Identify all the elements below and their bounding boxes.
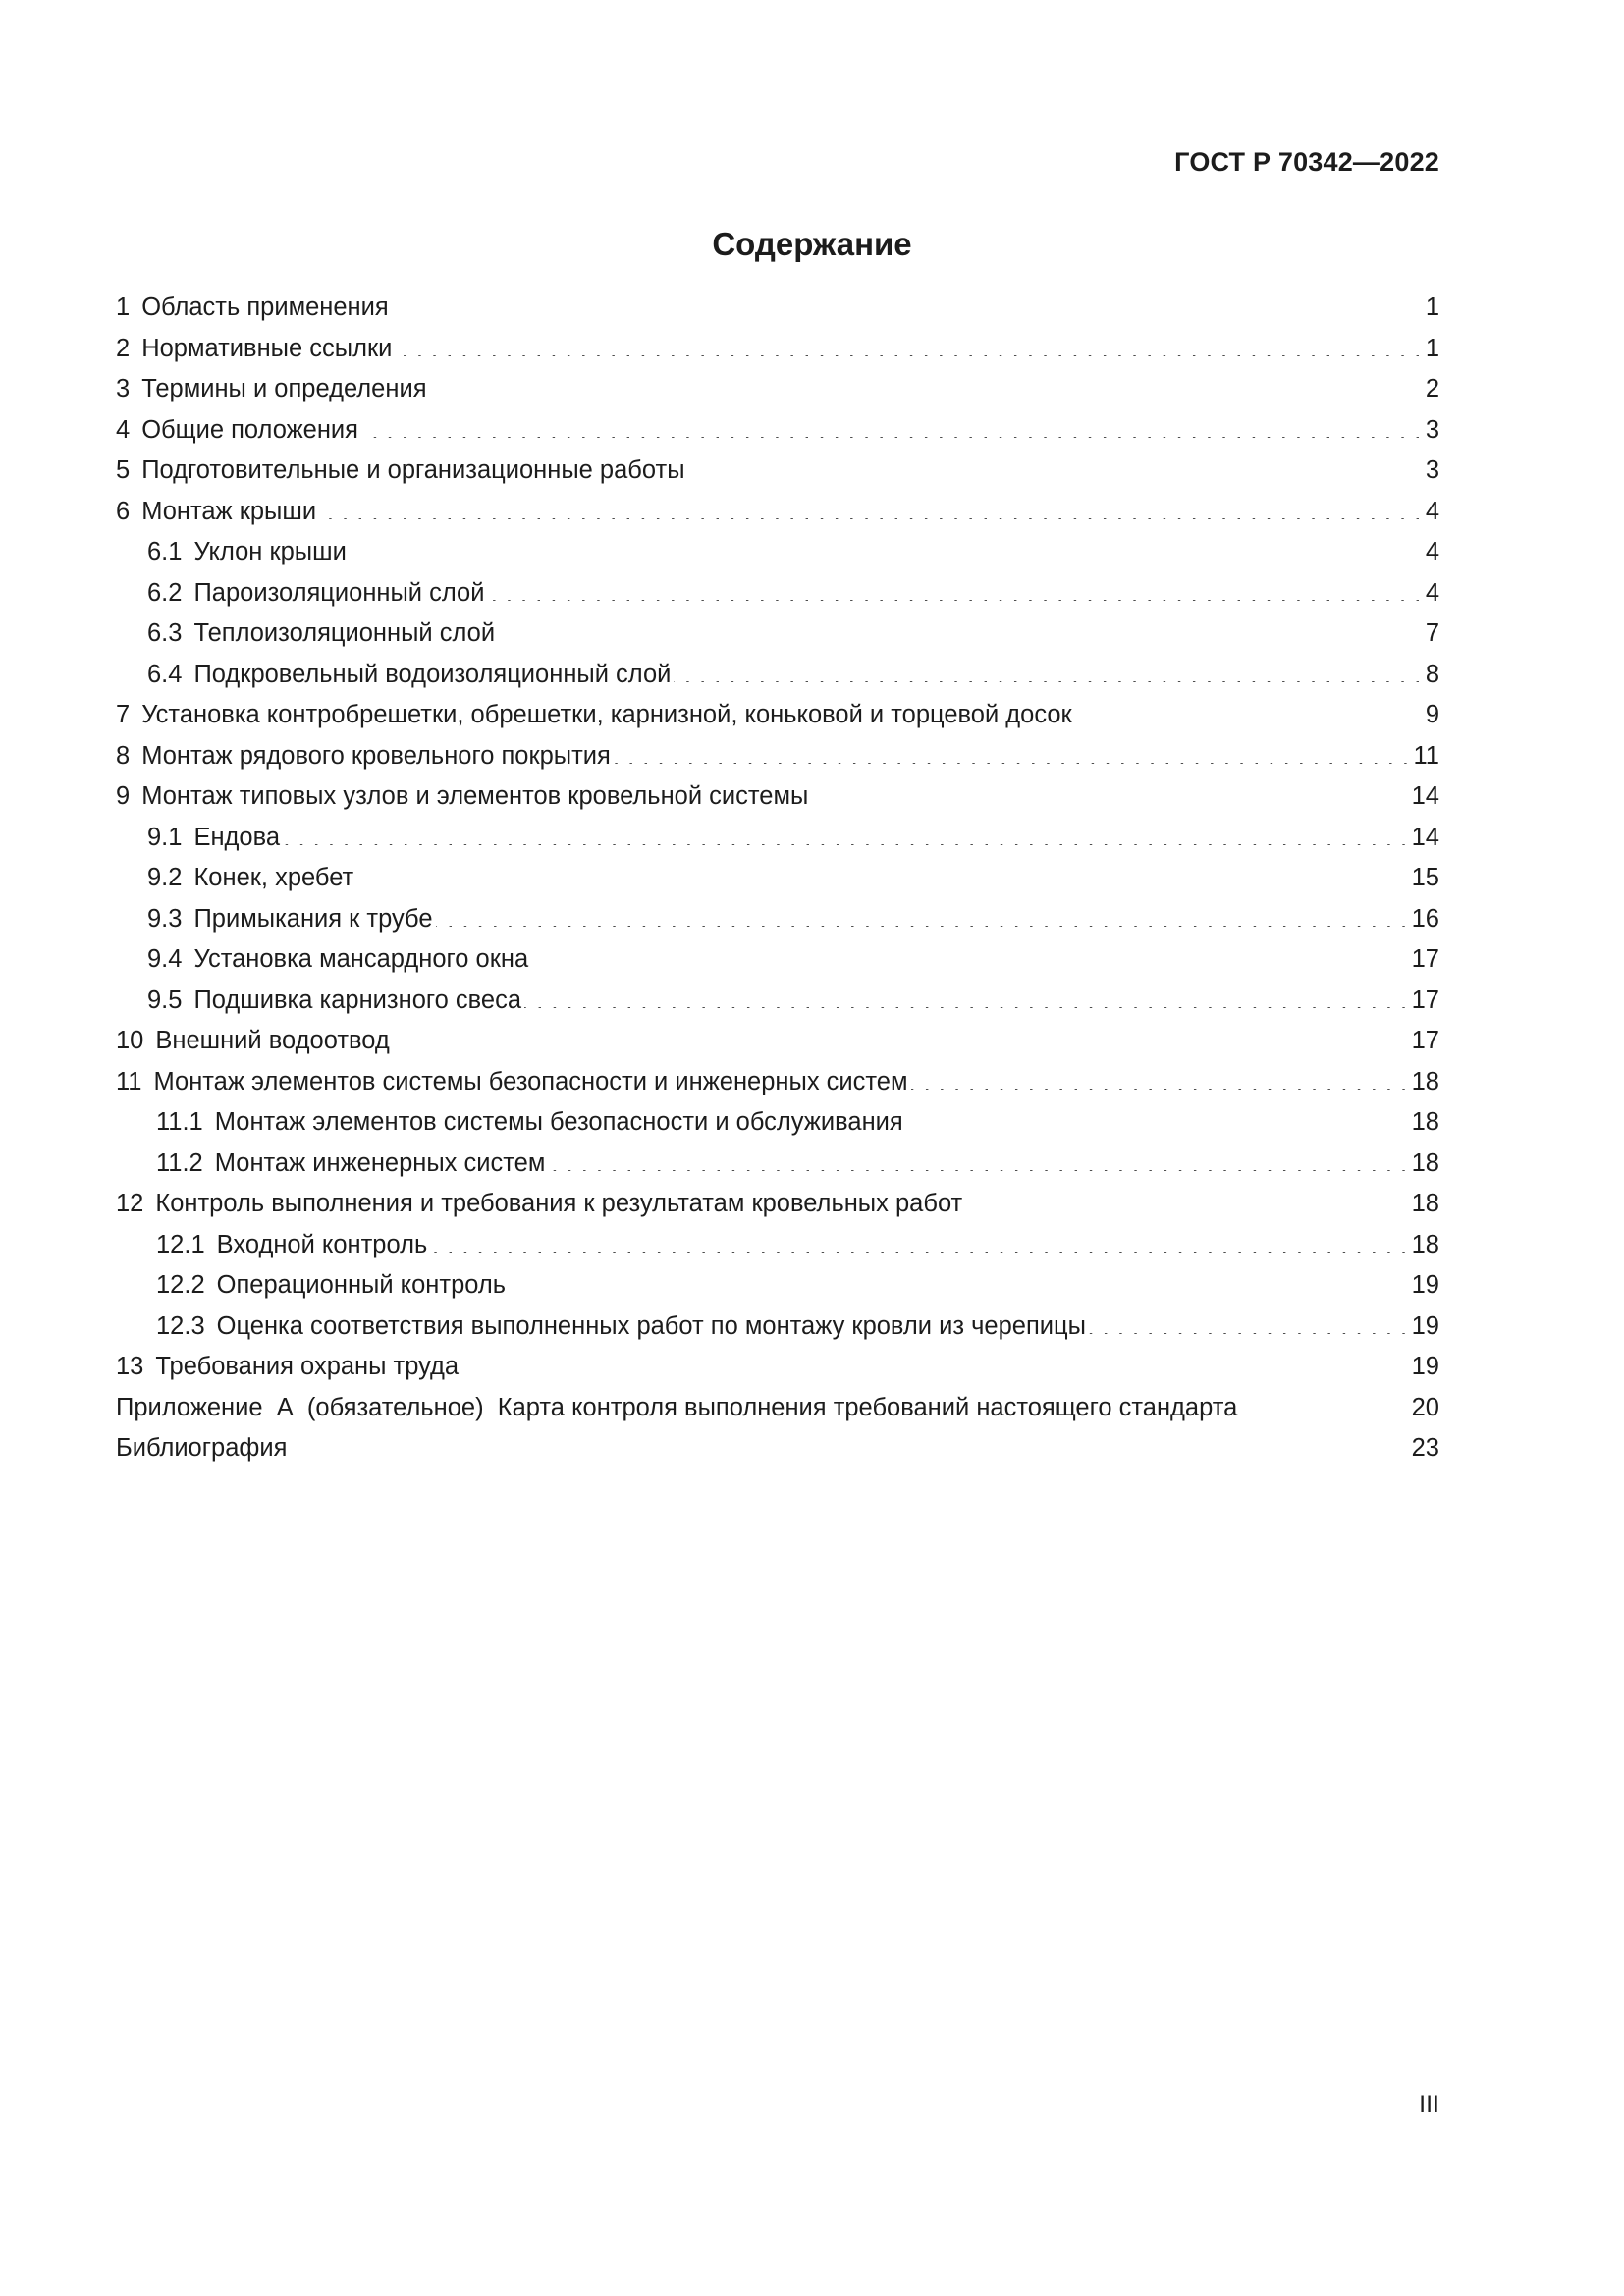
toc-entry[interactable] [116, 492, 1439, 533]
toc-entry-page: 9 [1425, 701, 1439, 728]
toc-entry-number: 1 [116, 294, 131, 321]
toc-entry-page: 18 [1411, 1230, 1439, 1258]
toc-entry[interactable] [116, 899, 1439, 940]
toc-entry-label: Теплоизоляционный слой [193, 619, 496, 647]
page-number: III [1419, 2091, 1439, 2118]
toc-entry[interactable] [116, 1184, 1439, 1225]
toc-entry[interactable] [116, 655, 1439, 696]
toc-entry-page: 16 [1411, 904, 1439, 933]
toc-dot-leader [811, 779, 1407, 805]
toc-dot-leader [509, 1268, 1408, 1294]
toc-entry[interactable] [116, 818, 1439, 859]
toc-entry[interactable] [116, 451, 1439, 492]
toc-dot-leader [911, 1064, 1408, 1090]
toc-entry-label: Внешний водоотвод [155, 1027, 390, 1054]
toc-entry-label: Операционный контроль [216, 1271, 507, 1299]
toc-entry-number: 12.3 [156, 1311, 205, 1340]
toc-entry-label: Входной контроль [216, 1230, 428, 1258]
toc-entry-label: Установка мансардного окна [193, 945, 529, 973]
toc-entry-page: 18 [1411, 1190, 1439, 1217]
toc-entry-page: 17 [1411, 945, 1439, 973]
toc-entry-number: 9.2 [147, 864, 183, 891]
toc-title: Содержание [712, 226, 912, 262]
toc-dot-leader [430, 372, 1422, 398]
toc-entry-number: 10 [116, 1027, 144, 1054]
toc-entry-label: Нормативные ссылки [141, 334, 393, 362]
toc-entry-number: 9.1 [147, 823, 183, 851]
toc-entry-number: 9.3 [147, 904, 183, 933]
toc-dot-leader [436, 901, 1408, 927]
toc-entry-number: 6.1 [147, 538, 183, 565]
toc-entry[interactable] [116, 573, 1439, 614]
toc-dot-leader [356, 861, 1407, 886]
toc-entry-page: 1 [1425, 334, 1439, 362]
toc-entry-number: 13 [116, 1353, 144, 1380]
toc-entry-label: Термины и определения [141, 375, 427, 402]
toc-entry[interactable] [116, 1102, 1439, 1144]
toc-dot-leader [614, 738, 1410, 764]
toc-dot-leader [319, 494, 1422, 519]
toc-dot-leader [1089, 1308, 1408, 1334]
toc-entry[interactable] [116, 1225, 1439, 1266]
toc-entry-page: 4 [1425, 497, 1439, 525]
toc-entry-page: 15 [1411, 864, 1439, 891]
toc-entry[interactable] [116, 776, 1439, 818]
toc-entry-page: 11 [1413, 741, 1439, 770]
toc-entry-number: 9 [116, 782, 131, 810]
toc-dot-leader [524, 983, 1408, 1008]
toc-dot-leader [461, 1350, 1408, 1375]
toc-entry[interactable] [116, 736, 1439, 777]
toc-dot-leader [392, 291, 1422, 316]
toc-entry-page: 14 [1411, 823, 1439, 851]
toc-entry-label: Подготовительные и организационные работы [141, 456, 685, 484]
toc-entry[interactable] [116, 532, 1439, 573]
toc-entry-number: 6 [116, 497, 131, 525]
toc-entry-page: 19 [1411, 1311, 1439, 1340]
toc-entry-number: 9.5 [147, 986, 183, 1014]
toc-entry-label: Монтаж инженерных систем [214, 1148, 546, 1177]
toc-entry-label: Пароизоляционный слой [193, 578, 485, 607]
toc-dot-leader [487, 575, 1421, 601]
toc-entry-page: 14 [1411, 782, 1439, 810]
toc-dot-leader [906, 1105, 1408, 1131]
toc-entry[interactable] [116, 329, 1439, 370]
toc-dot-leader [393, 1024, 1408, 1049]
toc-entry-label: Оценка соответствия выполненных работ по монтажу кровли из черепицы [216, 1311, 1086, 1340]
toc-entry-label: Подкровельный водоизоляционный слой [193, 660, 672, 688]
toc-dot-leader [290, 1431, 1407, 1457]
toc-entry-number: 11.1 [156, 1108, 203, 1136]
toc-entry-number: 6.2 [147, 578, 183, 607]
toc-entry-page: 23 [1411, 1434, 1439, 1462]
toc-entry[interactable] [116, 1062, 1439, 1103]
toc-entry-label: Монтаж рядового кровельного покрытия [141, 741, 611, 770]
toc-entry-label: Подшивка карнизного свеса [193, 986, 522, 1014]
toc-entry-number: 11 [116, 1067, 142, 1095]
toc-entry-page: 19 [1411, 1353, 1439, 1380]
toc-entry-number: 4 [116, 415, 131, 444]
toc-entry-number: 12 [116, 1190, 144, 1217]
toc-entry-page: 17 [1411, 1027, 1439, 1054]
toc-entry[interactable] [116, 369, 1439, 410]
toc-entry-label: Библиография [116, 1434, 288, 1462]
toc-entry-label: Приложение А (обязательное) Карта контроля выполнения требований настоящего стандарта [116, 1393, 1238, 1421]
toc-entry[interactable] [116, 288, 1439, 329]
toc-entry-page: 4 [1425, 538, 1439, 565]
toc-entry-label: Область применения [141, 294, 389, 321]
toc-entry-page: 18 [1411, 1067, 1439, 1095]
toc-entry-number: 3 [116, 375, 131, 402]
toc-entry-number: 2 [116, 334, 131, 362]
toc-entry-label: Установка контробрешетки, обрешетки, карнизной, коньковой и торцевой досок [141, 701, 1072, 728]
toc-dot-leader [361, 412, 1422, 438]
toc-entry-page: 7 [1425, 619, 1439, 647]
toc-entry-number: 6.3 [147, 619, 183, 647]
toc-entry-page: 20 [1411, 1393, 1439, 1421]
toc-entry-label: Контроль выполнения и требования к результатам кровельных работ [155, 1190, 963, 1217]
toc-entry-page: 3 [1425, 456, 1439, 484]
toc-entry-page: 3 [1425, 415, 1439, 444]
toc-entry-number: 9.4 [147, 945, 183, 973]
toc-entry-page: 19 [1411, 1271, 1439, 1299]
toc-entry-number: 12.1 [156, 1230, 205, 1258]
toc-dot-leader [1075, 698, 1422, 723]
toc-dot-leader [395, 331, 1421, 356]
toc-dot-leader [548, 1146, 1407, 1171]
toc-entry-label: Конек, хребет [193, 864, 354, 891]
toc-dot-leader [674, 657, 1421, 682]
toc-entry-label: Монтаж элементов системы безопасности и обслуживания [214, 1108, 903, 1136]
toc-entry[interactable] [116, 1347, 1439, 1388]
toc-entry-label: Уклон крыши [193, 538, 347, 565]
toc-entry[interactable] [116, 614, 1439, 655]
toc-entry[interactable] [116, 981, 1439, 1022]
toc-entry-number: 5 [116, 456, 131, 484]
toc-entry-label: Монтаж типовых узлов и элементов кровельной системы [141, 782, 809, 810]
toc-entry-label: Монтаж крыши [141, 497, 317, 525]
toc-entry-label: Ендова [193, 823, 281, 851]
toc-entry-page: 8 [1425, 660, 1439, 688]
toc-entry-number: 8 [116, 741, 131, 770]
toc-entry[interactable] [116, 1021, 1439, 1062]
toc-entry-number: 7 [116, 701, 131, 728]
toc-entry-page: 2 [1425, 375, 1439, 402]
toc-entry-label: Требования охраны труда [155, 1353, 460, 1380]
toc-dot-leader [430, 1227, 1407, 1253]
toc-entry-label: Примыкания к трубе [193, 904, 433, 933]
toc-dot-leader [283, 820, 1408, 845]
toc-entry[interactable] [116, 695, 1439, 736]
document-code: ГОСТ Р 70342—2022 [1174, 147, 1439, 177]
toc-entry[interactable] [116, 939, 1439, 981]
toc-dot-leader [1240, 1390, 1407, 1415]
toc-entry-page: 4 [1425, 578, 1439, 607]
toc-entry-number: 11.2 [156, 1148, 203, 1177]
toc-dot-leader [688, 454, 1422, 479]
toc-entry-page: 18 [1411, 1148, 1439, 1177]
toc-entry[interactable] [116, 1307, 1439, 1348]
toc-entry[interactable] [116, 858, 1439, 899]
toc-entry-number: 12.2 [156, 1271, 205, 1299]
toc-entry[interactable] [116, 410, 1439, 452]
toc-entry[interactable] [116, 1428, 1439, 1469]
toc-entry[interactable] [116, 1265, 1439, 1307]
toc-dot-leader [498, 616, 1422, 642]
table-of-contents [116, 288, 1439, 1469]
toc-dot-leader [350, 535, 1422, 561]
toc-entry[interactable] [116, 1144, 1439, 1185]
toc-dot-leader [531, 942, 1407, 968]
toc-entry-label: Монтаж элементов системы безопасности и инженерных систем [153, 1067, 908, 1095]
toc-entry-page: 18 [1411, 1108, 1439, 1136]
toc-dot-leader [965, 1187, 1407, 1212]
toc-entry[interactable] [116, 1388, 1439, 1429]
toc-entry-number: 6.4 [147, 660, 183, 688]
toc-entry-page: 17 [1411, 986, 1439, 1014]
toc-entry-page: 1 [1425, 294, 1439, 321]
toc-entry-label: Общие положения [141, 415, 358, 444]
